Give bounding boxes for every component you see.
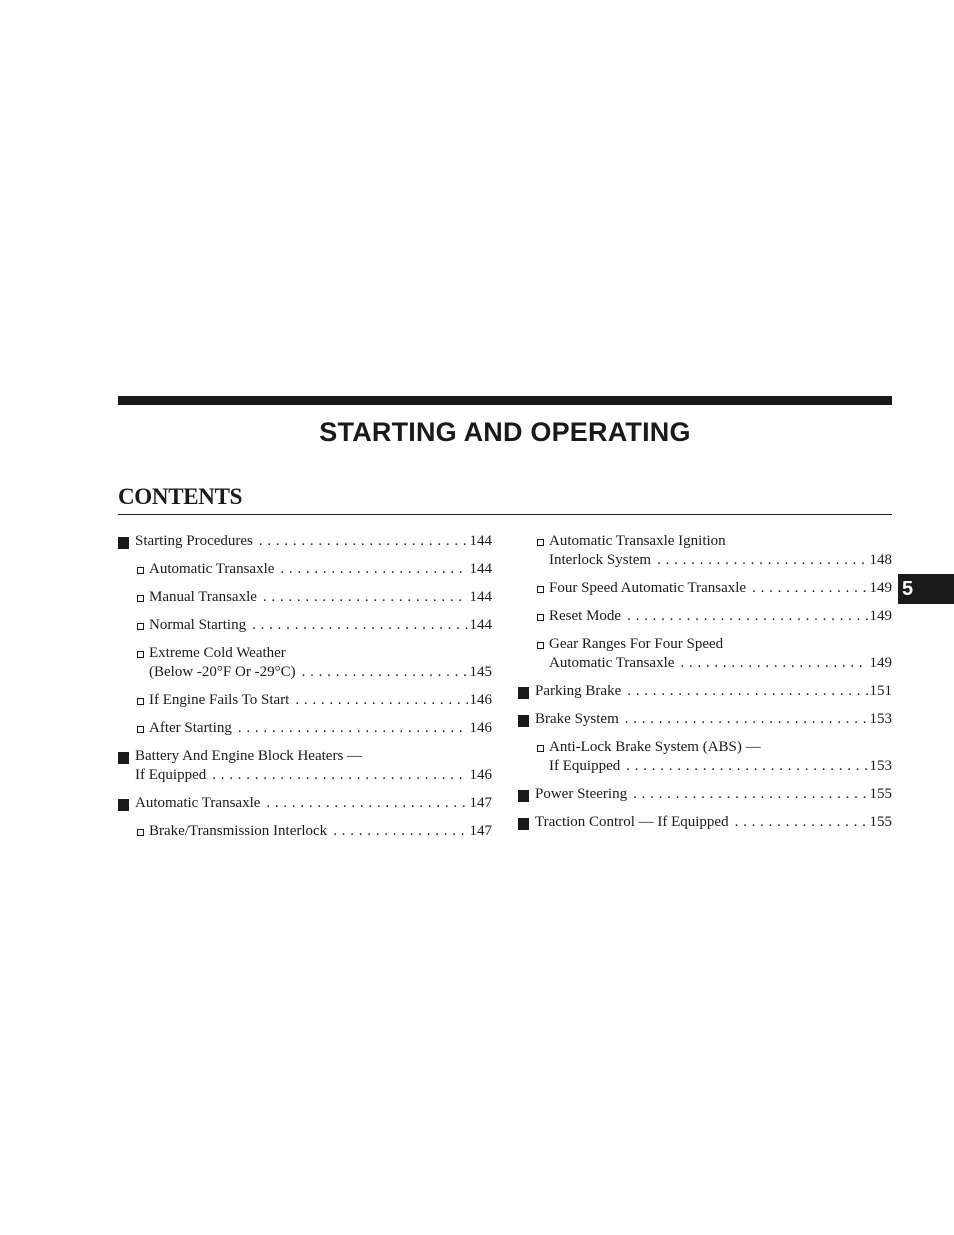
toc-entry-line bbox=[549, 738, 892, 757]
toc-entry-label: Automatic Transaxle bbox=[549, 655, 675, 671]
toc-page-number: 144 bbox=[469, 617, 492, 633]
toc-entry-line bbox=[149, 588, 492, 607]
toc-entry-line bbox=[549, 579, 892, 598]
toc-entry-label: (Below -20°F Or -29°C) bbox=[149, 664, 296, 680]
toc-entry-label: Traction Control — If Equipped bbox=[535, 814, 729, 830]
toc-entry-line bbox=[135, 794, 492, 813]
toc-page-number: 147 bbox=[469, 823, 492, 839]
toc-page-number: 149 bbox=[869, 655, 892, 671]
dot-leader bbox=[633, 785, 867, 804]
toc-entry-line bbox=[549, 635, 892, 654]
toc-entry bbox=[518, 607, 892, 626]
toc-page-number: 145 bbox=[469, 664, 492, 680]
filled-square-bullet-icon bbox=[518, 715, 529, 727]
dot-leader bbox=[625, 710, 868, 729]
filled-square-bullet-icon bbox=[118, 752, 129, 764]
toc-entry bbox=[118, 588, 492, 607]
toc-entry bbox=[518, 682, 892, 701]
toc-page-number: 146 bbox=[469, 720, 492, 736]
toc-entry bbox=[518, 579, 892, 598]
toc-entry-label: Extreme Cold Weather bbox=[149, 645, 286, 661]
toc-page-number: 155 bbox=[869, 814, 892, 830]
toc-entry-label: Reset Mode bbox=[549, 608, 622, 624]
toc-entry-line bbox=[535, 710, 892, 729]
toc-entry-label: After Starting bbox=[149, 720, 232, 736]
dot-leader bbox=[626, 757, 867, 776]
toc-entry bbox=[518, 738, 892, 776]
toc-entry bbox=[118, 616, 492, 635]
dot-leader bbox=[212, 766, 467, 785]
toc-entry-line bbox=[549, 654, 892, 673]
hollow-square-bullet-icon bbox=[137, 651, 144, 658]
toc-entry-label: Normal Starting bbox=[149, 617, 247, 633]
toc-entry bbox=[118, 719, 492, 738]
toc-entry-label: Brake/Transmission Interlock bbox=[149, 823, 328, 839]
toc-entry-line bbox=[135, 532, 492, 551]
dot-leader bbox=[752, 579, 867, 598]
dot-leader bbox=[295, 691, 467, 710]
toc-entry-label: If Equipped bbox=[135, 767, 207, 783]
toc-entry-line bbox=[549, 607, 892, 626]
dot-leader bbox=[333, 822, 467, 841]
toc-entry-label: Battery And Engine Block Heaters — bbox=[135, 748, 363, 764]
hollow-square-bullet-icon bbox=[137, 623, 144, 630]
dot-leader bbox=[627, 682, 867, 701]
toc-entry-line bbox=[135, 766, 492, 785]
toc-entry bbox=[118, 560, 492, 579]
toc-entry bbox=[118, 747, 492, 785]
dot-leader bbox=[302, 663, 468, 682]
dot-leader bbox=[263, 588, 468, 607]
toc-page-number: 149 bbox=[869, 608, 892, 624]
toc-page-number: 144 bbox=[469, 533, 492, 549]
toc-page-number: 146 bbox=[469, 767, 492, 783]
hollow-square-bullet-icon bbox=[537, 745, 544, 752]
toc-entry-label: Automatic Transaxle Ignition bbox=[549, 533, 726, 549]
toc-entry-line bbox=[149, 616, 492, 635]
toc-entry bbox=[118, 822, 492, 841]
dot-leader bbox=[627, 607, 867, 626]
toc-page-number: 155 bbox=[869, 786, 892, 802]
filled-square-bullet-icon bbox=[118, 537, 129, 549]
toc-entry-label: Brake System bbox=[535, 711, 619, 727]
toc-entry-line bbox=[135, 747, 492, 766]
contents-heading: CONTENTS bbox=[118, 484, 243, 509]
dot-leader bbox=[238, 719, 468, 738]
toc-entry-label: If Engine Fails To Start bbox=[149, 692, 290, 708]
contents-rule bbox=[118, 514, 892, 515]
toc-entry-line bbox=[535, 682, 892, 701]
dot-leader bbox=[657, 551, 867, 570]
toc-page-number: 151 bbox=[869, 683, 892, 699]
chapter-top-rule bbox=[118, 396, 892, 405]
toc-entry bbox=[118, 691, 492, 710]
toc-entry bbox=[518, 635, 892, 673]
toc-page-number: 147 bbox=[469, 795, 492, 811]
toc-entry-line bbox=[549, 532, 892, 551]
dot-leader bbox=[266, 794, 467, 813]
hollow-square-bullet-icon bbox=[137, 595, 144, 602]
filled-square-bullet-icon bbox=[518, 818, 529, 830]
hollow-square-bullet-icon bbox=[537, 614, 544, 621]
dot-leader bbox=[680, 654, 867, 673]
chapter-tab: 5 bbox=[898, 574, 954, 604]
toc-entry-label: Four Speed Automatic Transaxle bbox=[549, 580, 747, 596]
filled-square-bullet-icon bbox=[518, 687, 529, 699]
toc-page-number: 144 bbox=[469, 561, 492, 577]
toc-entry-label: Interlock System bbox=[549, 552, 652, 568]
toc-left-column bbox=[118, 532, 492, 850]
toc-page-number: 149 bbox=[869, 580, 892, 596]
toc-entry-label: Manual Transaxle bbox=[149, 589, 257, 605]
toc-entry-line bbox=[535, 813, 892, 832]
hollow-square-bullet-icon bbox=[537, 586, 544, 593]
hollow-square-bullet-icon bbox=[537, 642, 544, 649]
toc-entry-line bbox=[149, 560, 492, 579]
toc-entry bbox=[118, 644, 492, 682]
filled-square-bullet-icon bbox=[118, 799, 129, 811]
toc-page-number: 153 bbox=[869, 758, 892, 774]
hollow-square-bullet-icon bbox=[137, 698, 144, 705]
toc-entry-line bbox=[549, 551, 892, 570]
toc-page-number: 148 bbox=[869, 552, 892, 568]
hollow-square-bullet-icon bbox=[137, 829, 144, 836]
toc-page-number: 153 bbox=[869, 711, 892, 727]
toc-entry bbox=[518, 532, 892, 570]
hollow-square-bullet-icon bbox=[537, 539, 544, 546]
toc-entry-label: Starting Procedures bbox=[135, 533, 253, 549]
toc-entry-label: If Equipped bbox=[549, 758, 621, 774]
dot-leader bbox=[735, 813, 868, 832]
toc-entry-label: Parking Brake bbox=[535, 683, 622, 699]
toc-entry-label: Anti-Lock Brake System (ABS) — bbox=[549, 739, 761, 755]
toc-entry-line bbox=[149, 644, 492, 663]
toc-entry-label: Automatic Transaxle bbox=[149, 561, 275, 577]
toc-entry-line bbox=[149, 719, 492, 738]
toc-entry-line bbox=[149, 822, 492, 841]
dot-leader bbox=[259, 532, 468, 551]
toc-entry-line bbox=[535, 785, 892, 804]
toc-page-number: 146 bbox=[469, 692, 492, 708]
toc-entry-line bbox=[149, 691, 492, 710]
toc-entry-label: Gear Ranges For Four Speed bbox=[549, 636, 724, 652]
hollow-square-bullet-icon bbox=[137, 567, 144, 574]
toc-page-number: 144 bbox=[469, 589, 492, 605]
toc-entry bbox=[518, 813, 892, 832]
chapter-title: STARTING AND OPERATING bbox=[319, 417, 691, 447]
filled-square-bullet-icon bbox=[518, 790, 529, 802]
toc-entry-line bbox=[149, 663, 492, 682]
toc-entry bbox=[118, 532, 492, 551]
dot-leader bbox=[252, 616, 467, 635]
toc-entry bbox=[518, 710, 892, 729]
toc-entry-label: Power Steering bbox=[535, 786, 628, 802]
toc-entry bbox=[118, 794, 492, 813]
toc-entry-line bbox=[549, 757, 892, 776]
hollow-square-bullet-icon bbox=[137, 726, 144, 733]
toc-entry bbox=[518, 785, 892, 804]
toc-entry-label: Automatic Transaxle bbox=[135, 795, 261, 811]
dot-leader bbox=[280, 560, 467, 579]
toc-right-column bbox=[518, 532, 892, 841]
